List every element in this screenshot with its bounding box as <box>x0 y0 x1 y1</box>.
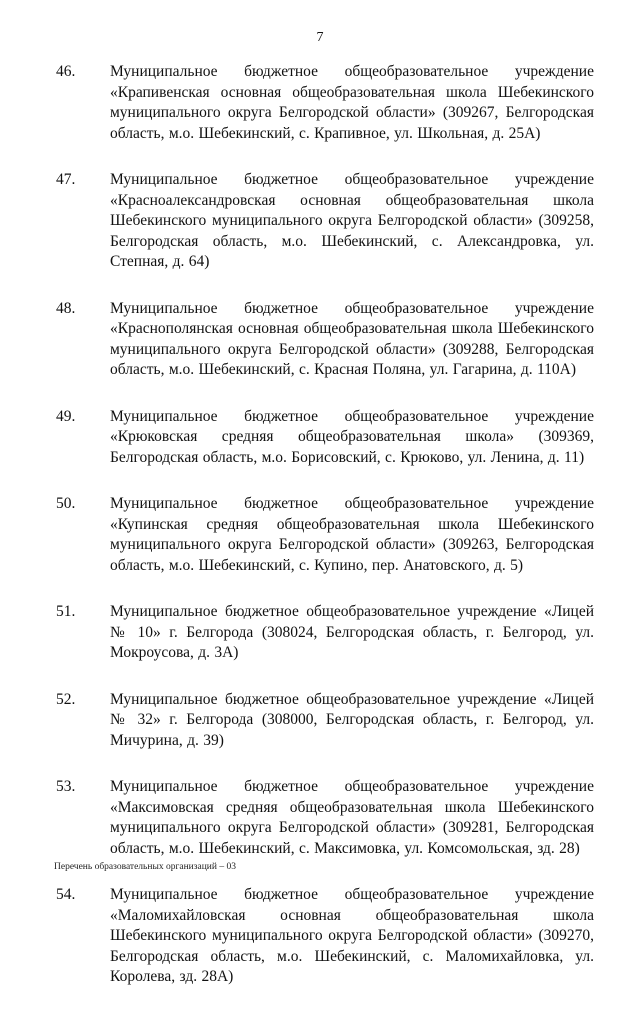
list-item <box>0 170 640 273</box>
entry-number: 48. <box>56 299 76 317</box>
entry-number: 53. <box>56 778 76 795</box>
list-item <box>0 407 640 469</box>
entry-number: 54. <box>56 886 76 903</box>
entry-text: Муниципальное бюджетное общеобразовательное учреждение «Крюковская средняя общеобразовательная школа» (309369, Белгородская область, м.о. Борисовский, с. Крюково, ул. Ленина, д. 11) <box>110 407 594 466</box>
entry-text: Муниципальное бюджетное общеобразовательное учреждение «Краснополянская основная общеобразовательная школа Шебекинского муниципального округа Белгородской области» (309288, Белгородская область, м.о. Шебекинский, с. Красная Поляна, ул. Гагарина, д. 110А) <box>110 299 594 378</box>
entry-text: Муниципальное бюджетное общеобразовательное учреждение «Красноалександровская основная общеобразовательная школа Шебекинского муниципального округа Белгородской области» (309258, Белгородская область, м.о. Шебекинский, с. Александровка, ул. Степная, д. 64) <box>110 171 594 270</box>
page-number: 7 <box>316 30 324 45</box>
list-item <box>0 690 640 752</box>
entry-number: 47. <box>56 171 76 188</box>
entry-number: 50. <box>56 495 76 512</box>
list-item <box>0 494 640 576</box>
entry-text: Муниципальное бюджетное общеобразовательное учреждение «Максимовская средняя общеобразовательная школа Шебекинского муниципального округа Белгородской области» (309281, Белгородская область, м.о. Шебекинский, с. Максимовка, ул. Комсомольская, зд. 28) <box>110 778 594 857</box>
entry-text: Муниципальное бюджетное общеобразовательное учреждение «Купинская средняя общеобразовательная школа Шебекинского муниципального округа Белгородской области» (309263, Белгородская область, м.о. Шебекинский, с. Купино, пер. Анатовского, д. 5) <box>110 495 594 574</box>
list-item <box>0 602 640 664</box>
entry-text: Муниципальное бюджетное общеобразовательное учреждение «Лицей № 10» г. Белгорода (308024, Белгородская область, г. Белгород, ул. Мокроусова, д. 3А) <box>110 603 594 661</box>
list-item <box>0 62 640 144</box>
entry-text: Муниципальное бюджетное общеобразовательное учреждение «Лицей № 32» г. Белгорода (308000, Белгородская область, г. Белгород, ул. Мичурина, д. 39) <box>110 690 594 749</box>
entry-number: 49. <box>56 407 76 425</box>
list-item <box>0 299 640 381</box>
list-item <box>0 777 640 859</box>
entry-text: Муниципальное бюджетное общеобразовательное учреждение «Крапивенская основная общеобразовательная школа Шебекинского муниципального округа Белгородской области» (309267, Белгородская область, м.о. Шебекинский, с. Крапивное, ул. Школьная, д. 25А) <box>110 63 594 142</box>
entry-number: 46. <box>56 63 76 80</box>
entry-text: Муниципальное бюджетное общеобразовательное учреждение «Маломихайловская основная общеобразовательная школа Шебекинского муниципального округа Белгородской области» (309270, Белгородская область, м.о. Шебекинский, с. Маломихайловка, ул. Королева, зд. 28А) <box>110 886 594 985</box>
entry-number: 51. <box>56 603 76 620</box>
list-item <box>0 885 640 988</box>
entry-number: 52. <box>56 690 76 708</box>
document-footer: Перечень образовательных организаций – 03 <box>54 862 236 872</box>
